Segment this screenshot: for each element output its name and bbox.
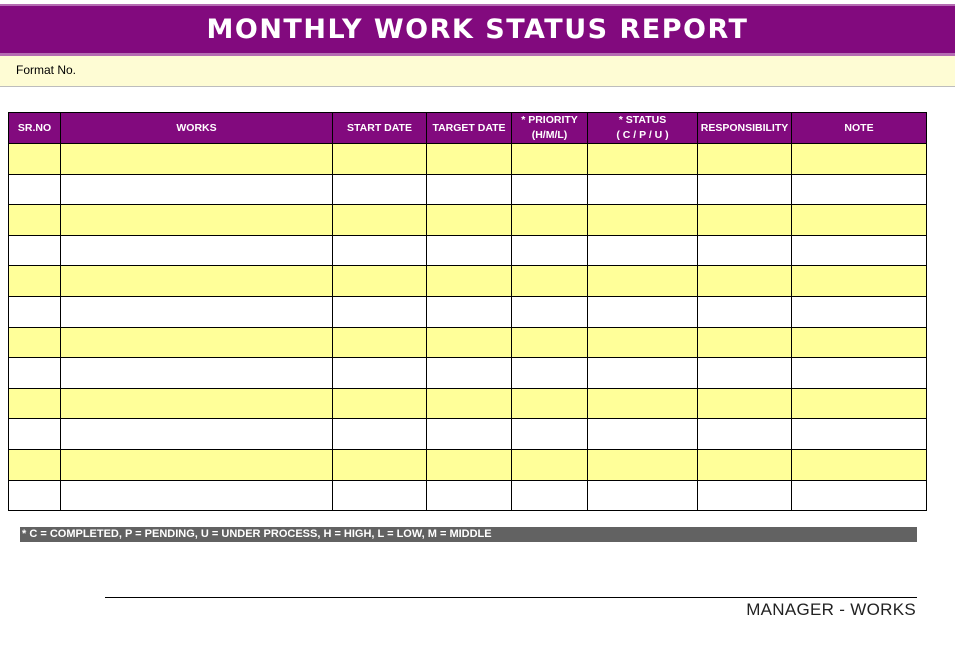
cell-start-date[interactable] (333, 480, 427, 511)
column-header-priority: * PRIORITY (H/M/L) (512, 113, 588, 144)
table-row (9, 235, 927, 266)
cell-priority[interactable] (512, 480, 588, 511)
cell-priority[interactable] (512, 449, 588, 480)
report-title-bar (0, 4, 955, 56)
work-status-table (8, 112, 927, 511)
cell-start-date[interactable] (333, 205, 427, 236)
cell-target-date[interactable] (427, 419, 512, 450)
cell-srno[interactable] (9, 388, 61, 419)
cell-note[interactable] (792, 266, 927, 297)
cell-responsibility[interactable] (698, 419, 792, 450)
cell-responsibility[interactable] (698, 205, 792, 236)
cell-target-date[interactable] (427, 144, 512, 175)
table-header-row (9, 113, 927, 144)
cell-works[interactable] (61, 327, 333, 358)
cell-priority[interactable] (512, 388, 588, 419)
cell-status[interactable] (588, 144, 698, 175)
format-number-bar (0, 56, 955, 87)
table-row (9, 205, 927, 236)
table-row (9, 174, 927, 205)
cell-note[interactable] (792, 296, 927, 327)
cell-start-date[interactable] (333, 144, 427, 175)
cell-works[interactable] (61, 419, 333, 450)
cell-priority[interactable] (512, 174, 588, 205)
cell-responsibility[interactable] (698, 480, 792, 511)
table-row (9, 144, 927, 175)
cell-status[interactable] (588, 327, 698, 358)
cell-target-date[interactable] (427, 480, 512, 511)
cell-responsibility[interactable] (698, 327, 792, 358)
cell-status[interactable] (588, 266, 698, 297)
table-row (9, 449, 927, 480)
cell-status[interactable] (588, 358, 698, 389)
table-row (9, 388, 927, 419)
cell-works[interactable] (61, 480, 333, 511)
cell-works[interactable] (61, 174, 333, 205)
cell-note[interactable] (792, 174, 927, 205)
cell-responsibility[interactable] (698, 266, 792, 297)
table-row (9, 480, 927, 511)
cell-works[interactable] (61, 296, 333, 327)
cell-status[interactable] (588, 235, 698, 266)
cell-status[interactable] (588, 296, 698, 327)
cell-srno[interactable] (9, 449, 61, 480)
cell-priority[interactable] (512, 205, 588, 236)
cell-target-date[interactable] (427, 449, 512, 480)
column-header-srno: SR.NO (9, 113, 61, 144)
cell-note[interactable] (792, 144, 927, 175)
cell-start-date[interactable] (333, 174, 427, 205)
cell-srno[interactable] (9, 174, 61, 205)
cell-start-date[interactable] (333, 296, 427, 327)
cell-works[interactable] (61, 235, 333, 266)
table-row (9, 358, 927, 389)
cell-target-date[interactable] (427, 266, 512, 297)
cell-target-date[interactable] (427, 327, 512, 358)
cell-responsibility[interactable] (698, 449, 792, 480)
signature-line (105, 597, 917, 598)
cell-target-date[interactable] (427, 205, 512, 236)
cell-srno[interactable] (9, 358, 61, 389)
cell-responsibility[interactable] (698, 144, 792, 175)
cell-target-date[interactable] (427, 388, 512, 419)
cell-status[interactable] (588, 449, 698, 480)
cell-srno[interactable] (9, 266, 61, 297)
cell-priority[interactable] (512, 419, 588, 450)
column-header-note: NOTE (792, 113, 927, 144)
cell-status[interactable] (588, 480, 698, 511)
cell-status[interactable] (588, 174, 698, 205)
cell-target-date[interactable] (427, 235, 512, 266)
cell-start-date[interactable] (333, 449, 427, 480)
cell-start-date[interactable] (333, 419, 427, 450)
cell-responsibility[interactable] (698, 174, 792, 205)
column-header-start-date: START DATE (333, 113, 427, 144)
cell-works[interactable] (61, 205, 333, 236)
cell-responsibility[interactable] (698, 296, 792, 327)
cell-priority[interactable] (512, 266, 588, 297)
cell-note[interactable] (792, 358, 927, 389)
cell-note[interactable] (792, 449, 927, 480)
column-header-target-date: TARGET DATE (427, 113, 512, 144)
cell-note[interactable] (792, 419, 927, 450)
legend-note: * C = COMPLETED, P = PENDING, U = UNDER PROCESS, H = HIGH, L = LOW, M = MIDDLE (20, 527, 917, 542)
cell-start-date[interactable] (333, 358, 427, 389)
cell-note[interactable] (792, 235, 927, 266)
cell-note[interactable] (792, 327, 927, 358)
column-header-works: WORKS (61, 113, 333, 144)
table-row (9, 296, 927, 327)
cell-works[interactable] (61, 449, 333, 480)
cell-priority[interactable] (512, 144, 588, 175)
cell-responsibility[interactable] (698, 358, 792, 389)
cell-responsibility[interactable] (698, 388, 792, 419)
table-row (9, 419, 927, 450)
cell-start-date[interactable] (333, 327, 427, 358)
cell-target-date[interactable] (427, 174, 512, 205)
table-row (9, 266, 927, 297)
cell-priority[interactable] (512, 358, 588, 389)
cell-works[interactable] (61, 388, 333, 419)
cell-srno[interactable] (9, 419, 61, 450)
column-header-responsibility: RESPONSIBILITY (698, 113, 792, 144)
format-number-label: Format No. (16, 63, 77, 77)
cell-priority[interactable] (512, 235, 588, 266)
cell-target-date[interactable] (427, 296, 512, 327)
signature-label: MANAGER - WORKS (746, 600, 916, 619)
cell-srno[interactable] (9, 205, 61, 236)
cell-works[interactable] (61, 358, 333, 389)
report-title: MONTHLY WORK STATUS REPORT (206, 14, 749, 45)
cell-srno[interactable] (9, 480, 61, 511)
cell-note[interactable] (792, 480, 927, 511)
cell-status[interactable] (588, 388, 698, 419)
cell-priority[interactable] (512, 296, 588, 327)
cell-note[interactable] (792, 205, 927, 236)
cell-srno[interactable] (9, 235, 61, 266)
column-header-status: * STATUS ( C / P / U ) (588, 113, 698, 144)
cell-srno[interactable] (9, 144, 61, 175)
cell-srno[interactable] (9, 327, 61, 358)
cell-status[interactable] (588, 205, 698, 236)
cell-responsibility[interactable] (698, 235, 792, 266)
cell-note[interactable] (792, 388, 927, 419)
cell-start-date[interactable] (333, 388, 427, 419)
cell-works[interactable] (61, 144, 333, 175)
cell-start-date[interactable] (333, 235, 427, 266)
cell-target-date[interactable] (427, 358, 512, 389)
cell-works[interactable] (61, 266, 333, 297)
cell-start-date[interactable] (333, 266, 427, 297)
cell-srno[interactable] (9, 296, 61, 327)
cell-status[interactable] (588, 419, 698, 450)
cell-priority[interactable] (512, 327, 588, 358)
table-row (9, 327, 927, 358)
